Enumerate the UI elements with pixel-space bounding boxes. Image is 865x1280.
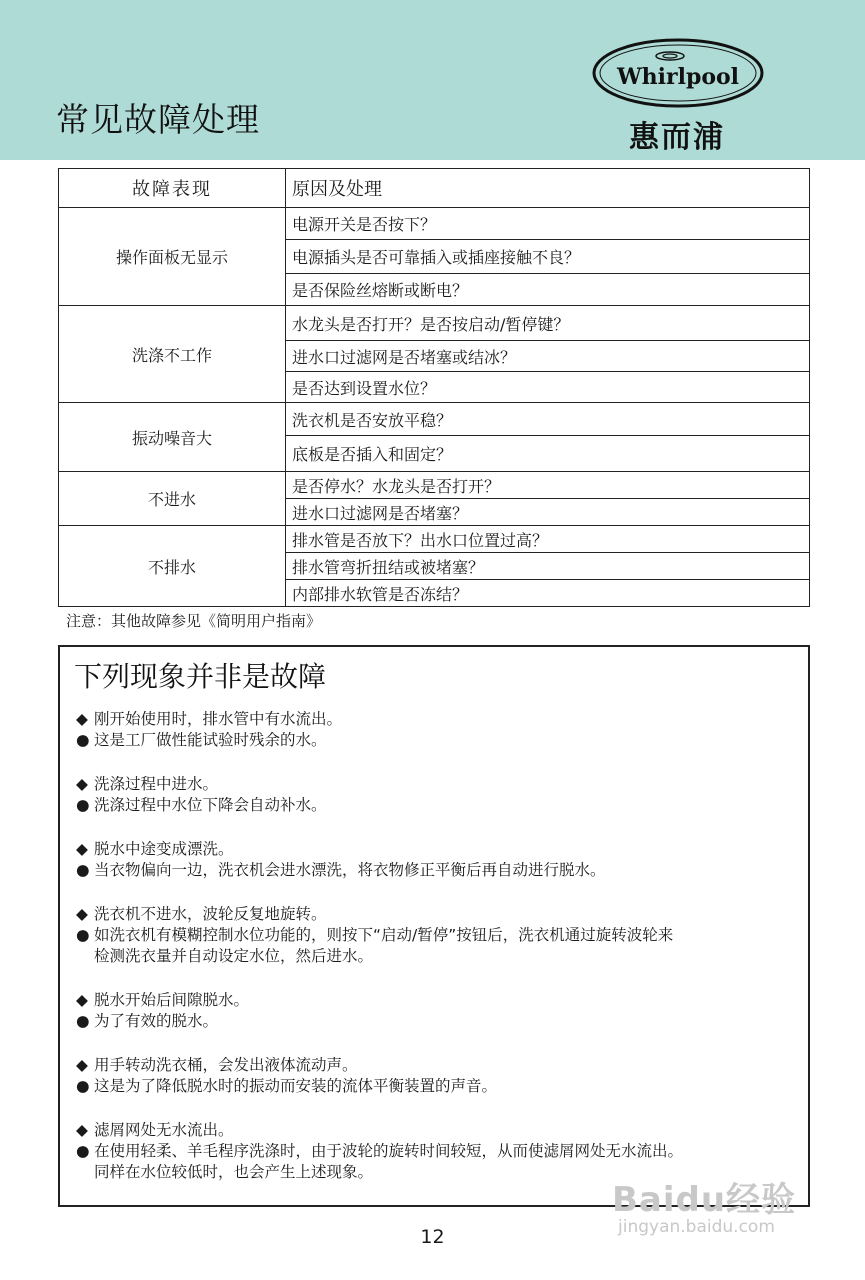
whirlpool-logo xyxy=(592,38,764,108)
explanation-text: 同样在水位较低时，也会产生上述现象。 xyxy=(94,1163,374,1181)
list-item xyxy=(74,1055,808,1097)
phenomenon-text: 洗衣机不进水，波轮反复地旋转。 xyxy=(94,905,327,923)
cause-cell: 底板是否插入和固定？ xyxy=(286,436,810,472)
cause-cell: 电源开关是否按下？ xyxy=(286,208,810,240)
table-row xyxy=(59,472,810,499)
cause-cell: 进水口过滤网是否堵塞或结冰？ xyxy=(286,341,810,372)
brand-chinese-name: 惠而浦 xyxy=(629,120,725,155)
circle-bullet-icon: ● xyxy=(76,1077,90,1095)
circle-bullet-icon: ● xyxy=(76,1012,90,1030)
list-item xyxy=(74,774,808,816)
explanation-text: 如洗衣机有模糊控制水位功能的，则按下“启动/暂停”按钮后，洗衣机通过旋转波轮来 xyxy=(94,926,674,944)
watermark-url: jingyan.baidu.com xyxy=(618,1217,775,1237)
explanation-text: 在使用轻柔、羊毛程序洗涤时，由于波轮的旋转时间较短，从而使滤屑网处无水流出。 xyxy=(94,1142,684,1160)
phenomenon-text: 脱水开始后间隙脱水。 xyxy=(94,991,250,1009)
phenomenon-line xyxy=(74,1120,808,1141)
explanation-line xyxy=(74,1141,808,1162)
list-item xyxy=(74,990,808,1032)
cause-cell: 是否停水？水龙头是否打开？ xyxy=(286,472,810,499)
explanation-line xyxy=(74,1076,808,1097)
explanation-line xyxy=(74,730,808,751)
notice-list xyxy=(74,709,808,1206)
table-header-row xyxy=(59,169,810,208)
phenomenon-text: 滤屑网处无水流出。 xyxy=(94,1121,234,1139)
phenomenon-line xyxy=(74,904,808,925)
header-symptom: 故障表现 xyxy=(59,169,286,208)
table-row xyxy=(59,208,810,240)
explanation-text: 当衣物偏向一边，洗衣机会进水漂洗，将衣物修正平衡后再自动进行脱水。 xyxy=(94,861,606,879)
diamond-bullet-icon: ◆ xyxy=(76,1121,88,1139)
explanation-line xyxy=(74,860,808,881)
diamond-bullet-icon: ◆ xyxy=(76,840,88,858)
header-cause: 原因及处理 xyxy=(286,169,810,208)
cause-cell: 排水管弯折扭结或被堵塞？ xyxy=(286,553,810,580)
cause-cell: 电源插头是否可靠插入或插座接触不良？ xyxy=(286,240,810,274)
fault-table xyxy=(58,168,810,607)
explanation-text: 这是为了降低脱水时的振动而安装的流体平衡装置的声音。 xyxy=(94,1077,498,1095)
footnote: 注意：其他故障参见《简明用户指南》 xyxy=(66,612,322,630)
brand-english-name: Whirlpool xyxy=(616,64,740,90)
list-item xyxy=(74,904,808,967)
cause-cell: 水龙头是否打开？是否按启动/暂停键？ xyxy=(286,306,810,341)
circle-bullet-icon: ● xyxy=(76,731,90,749)
cause-cell: 是否达到设置水位？ xyxy=(286,372,810,403)
diamond-bullet-icon: ◆ xyxy=(76,905,88,923)
table-row xyxy=(59,306,810,341)
phenomenon-line xyxy=(74,839,808,860)
diamond-bullet-icon: ◆ xyxy=(76,991,88,1009)
circle-bullet-icon: ● xyxy=(76,861,90,879)
symptom-cell: 不进水 xyxy=(59,472,286,526)
cause-cell: 洗衣机是否安放平稳？ xyxy=(286,403,810,436)
table-row xyxy=(59,403,810,436)
phenomenon-text: 脱水中途变成漂洗。 xyxy=(94,840,234,858)
circle-bullet-icon: ● xyxy=(76,796,90,814)
phenomenon-text: 洗涤过程中进水。 xyxy=(94,775,219,793)
list-item xyxy=(74,709,808,751)
explanation-text: 检测洗衣量并自动设定水位，然后进水。 xyxy=(94,947,374,965)
symptom-cell: 振动噪音大 xyxy=(59,403,286,472)
list-item xyxy=(74,839,808,881)
page-title: 常见故障处理 xyxy=(56,100,260,139)
symptom-cell: 洗涤不工作 xyxy=(59,306,286,403)
not-a-fault-box xyxy=(58,645,810,1207)
cause-cell: 排水管是否放下？出水口位置过高？ xyxy=(286,526,810,553)
phenomenon-line xyxy=(74,774,808,795)
phenomenon-text: 用手转动洗衣桶，会发出液体流动声。 xyxy=(94,1056,358,1074)
phenomenon-line xyxy=(74,709,808,730)
circle-bullet-icon: ● xyxy=(76,926,90,944)
explanation-text: 这是工厂做性能试验时残余的水。 xyxy=(94,731,327,749)
explanation-line xyxy=(74,1011,808,1032)
table-row xyxy=(59,526,810,553)
explanation-text: 洗涤过程中水位下降会自动补水。 xyxy=(94,796,327,814)
explanation-line xyxy=(74,795,808,816)
cause-cell: 进水口过滤网是否堵塞？ xyxy=(286,499,810,526)
watermark-brand: Baidu经验 xyxy=(612,1180,797,1220)
phenomenon-line xyxy=(74,1055,808,1076)
page-number: 12 xyxy=(420,1226,445,1248)
diamond-bullet-icon: ◆ xyxy=(76,710,88,728)
explanation-line xyxy=(74,946,808,967)
circle-bullet-icon: ● xyxy=(76,1142,90,1160)
cause-cell: 是否保险丝熔断或断电？ xyxy=(286,274,810,306)
symptom-cell: 操作面板无显示 xyxy=(59,208,286,306)
phenomenon-line xyxy=(74,990,808,1011)
explanation-line xyxy=(74,925,808,946)
diamond-bullet-icon: ◆ xyxy=(76,1056,88,1074)
cause-cell: 内部排水软管是否冻结？ xyxy=(286,580,810,607)
explanation-text: 为了有效的脱水。 xyxy=(94,1012,219,1030)
diamond-bullet-icon: ◆ xyxy=(76,775,88,793)
phenomenon-text: 刚开始使用时，排水管中有水流出。 xyxy=(94,710,343,728)
notice-title: 下列现象并非是故障 xyxy=(74,660,327,693)
symptom-cell: 不排水 xyxy=(59,526,286,607)
